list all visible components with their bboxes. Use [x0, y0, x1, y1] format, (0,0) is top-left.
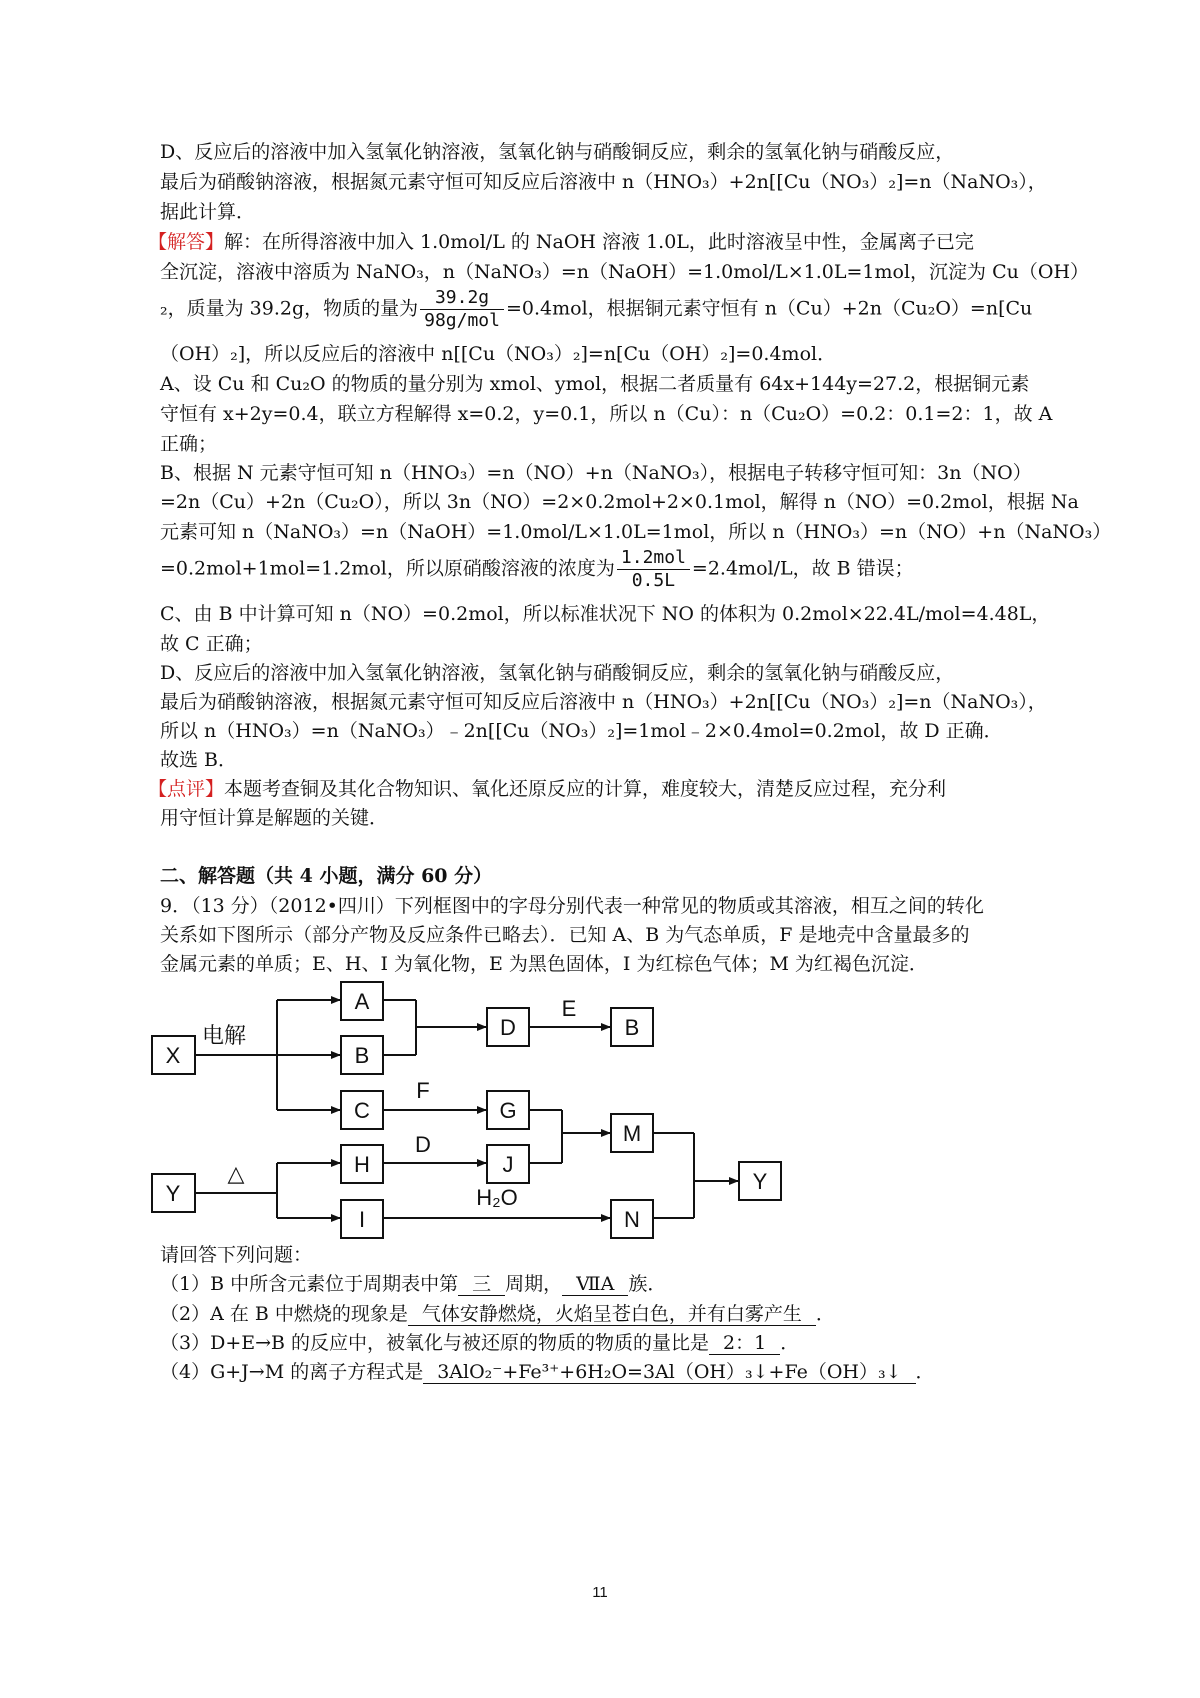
- fraction-numerator: 1.2mol: [617, 548, 690, 570]
- page-number: 11: [592, 1584, 608, 1601]
- label-I: I: [358, 1207, 366, 1232]
- prompt-text: 请回答下列问题：: [160, 1244, 313, 1266]
- arrow-label-F: F: [416, 1078, 430, 1103]
- text-line: 元素可知 n（NaNO₃）=n（NaOH）=1.0mol/L×1.0L=1mol，所以 n（HNO₃）=n（NO）+n（NaNO₃）: [160, 521, 1112, 543]
- label-N: N: [624, 1207, 640, 1232]
- label-G: G: [499, 1098, 517, 1123]
- label-X: X: [165, 1043, 181, 1068]
- fraction-numerator: 39.2g: [420, 288, 504, 310]
- filled-blank: ⅦA: [562, 1273, 628, 1296]
- fraction-denominator: 98g/mol: [424, 310, 500, 331]
- section-title: 二、解答题（共 4 小题，满分 60 分）: [160, 865, 493, 887]
- arrow-label-D: D: [415, 1132, 431, 1157]
- text-segment: （2）A 在 B 中燃烧的现象是: [160, 1303, 408, 1325]
- question-text: 金属元素的单质；E、H、I 为氧化物，E 为黑色固体，I 为红棕色气体；M 为红褐色沉淀．: [160, 953, 928, 975]
- label-B: B: [354, 1043, 370, 1068]
- text-line: A、设 Cu 和 Cu₂O 的物质的量分别为 xmol、ymol，根据二者质量有 64x+144y=27.2，根据铜元素: [160, 373, 1030, 395]
- text-segment: （4）G+J→M 的离子方程式是: [160, 1361, 424, 1383]
- label-M: M: [622, 1121, 642, 1146]
- label-Y-right: Y: [752, 1169, 768, 1194]
- text-segment: （1）B 中所含元素位于周期表中第: [160, 1273, 459, 1295]
- text-line: C、由 B 中计算可知 n（NO）=0.2mol，所以标准状况下 NO 的体积为 0.2mol×22.4L/mol=4.48L，: [160, 603, 1051, 625]
- text-segment: =0.4mol，根据铜元素守恒有 n（Cu）+2n（Cu₂O）=n[Cu: [505, 297, 1033, 320]
- label-D: D: [500, 1015, 516, 1040]
- text-segment: =0.2mol+1mol=1.2mol，所以原硝酸溶液的浓度为: [160, 557, 615, 580]
- label-A: A: [354, 989, 370, 1014]
- comment-tag: 【点评】: [148, 778, 225, 800]
- arrow-label-heat: △: [227, 1161, 245, 1186]
- answer-line-4: [160, 1360, 935, 1384]
- label-B-product: B: [624, 1015, 640, 1040]
- filled-blank: 气体安静燃烧，火焰呈苍白色，并有白雾产生: [408, 1303, 816, 1326]
- text-segment: 周期，: [505, 1273, 563, 1295]
- text-line: 据此计算．: [160, 201, 256, 223]
- label-C: C: [354, 1098, 370, 1123]
- answer-line-2: [160, 1302, 835, 1326]
- text-segment: ．: [815, 1303, 835, 1325]
- text-line: 故选 B．: [160, 749, 238, 771]
- text-line: 所以 n（HNO₃）=n（NaNO₃）﹣2n[[Cu（NO₃）₂]=1mol﹣2×0.4mol=0.2mol，故 D 正确．: [160, 720, 1003, 742]
- answer-text: 解：在所得溶液中加入 1.0mol/L 的 NaOH 溶液 1.0L，此时溶液呈中性，金属离子已完: [224, 231, 974, 253]
- text-segment: （3）D+E→B 的反应中，被氧化与被还原的物质的物质的量比是: [160, 1332, 710, 1354]
- answer-tag: 【解答】: [148, 231, 225, 253]
- label-Y-left: Y: [165, 1181, 181, 1206]
- text-line: D、反应后的溶液中加入氢氧化钠溶液，氢氧化钠与硝酸铜反应，剩余的氢氧化钠与硝酸反应，: [160, 662, 955, 684]
- text-line: 最后为硝酸钠溶液，根据氮元素守恒可知反应后溶液中 n（HNO₃）+2n[[Cu（NO₃）₂]=n（NaNO₃），: [160, 171, 1047, 193]
- text-line: 用守恒计算是解题的关键．: [160, 807, 389, 829]
- text-line: D、反应后的溶液中加入氢氧化钠溶液，氢氧化钠与硝酸铜反应，剩余的氢氧化钠与硝酸反应，: [160, 141, 955, 163]
- fraction-denominator: 0.5L: [631, 570, 676, 591]
- filled-blank: 3AlO₂⁻+Fe³⁺+6H₂O=3Al（OH）₃↓+Fe（OH）₃↓: [423, 1361, 915, 1384]
- arrow-label-H2O: H₂O: [476, 1185, 518, 1210]
- text-line: 正确；: [160, 433, 218, 455]
- question-text: 关系如下图所示（部分产物及反应条件已略去）．已知 A、B 为气态单质，F 是地壳中含量最多的: [160, 924, 970, 946]
- answer-line-3: [160, 1331, 799, 1355]
- text-line: B、根据 N 元素守恒可知 n（HNO₃）=n（NO）+n（NaNO₃），根据电子转移守恒可知：3n（NO）: [160, 462, 1032, 484]
- text-line: 守恒有 x+2y=0.4，联立方程解得 x=0.2，y=0.1，所以 n（Cu）：n（Cu₂O）=0.2：0.1=2：1，故 A: [160, 403, 1053, 425]
- text-line: 全沉淀，溶液中溶质为 NaNO₃，n（NaNO₃）=n（NaOH）=1.0mol/L×1.0L=1mol，沉淀为 Cu（OH）: [160, 261, 1090, 283]
- text-line: =2n（Cu）+2n（Cu₂O），所以 3n（NO）=2×0.2mol+2×0.1mol，解得 n（NO）=0.2mol，根据 Na: [160, 491, 1079, 513]
- filled-blank: 三: [458, 1273, 505, 1296]
- question-text: 9．（13 分）（2012•四川）下列框图中的字母分别代表一种常见的物质或其溶液，相互之间的转化: [160, 895, 984, 917]
- text-segment: ₂，质量为 39.2g，物质的量为: [160, 297, 419, 320]
- comment-text: 本题考查铜及其化合物知识、氧化还原反应的计算，难度较大，清楚反应过程，充分利: [224, 778, 947, 800]
- text-segment: 族．: [628, 1273, 667, 1295]
- label-H: H: [354, 1152, 370, 1177]
- answer-line-1: [160, 1272, 666, 1296]
- filled-blank: 2：1: [709, 1332, 780, 1355]
- text-segment: =2.4mol/L，故 B 错误；: [691, 557, 914, 580]
- text-line: 故 C 正确；: [160, 633, 263, 655]
- text-line: （OH）₂]，所以反应后的溶液中 n[[Cu（NO₃）₂]=n[Cu（OH）₂]=0.4mol．: [160, 343, 837, 365]
- text-line: 最后为硝酸钠溶液，根据氮元素守恒可知反应后溶液中 n（HNO₃）+2n[[Cu（NO₃）₂]=n（NaNO₃），: [160, 691, 1047, 713]
- arrow-label-E: E: [561, 996, 577, 1021]
- label-J: J: [502, 1152, 514, 1177]
- arrow-label-electrolysis: 电解: [201, 1023, 247, 1048]
- text-segment: ．: [915, 1361, 935, 1383]
- text-segment: ．: [780, 1332, 800, 1354]
